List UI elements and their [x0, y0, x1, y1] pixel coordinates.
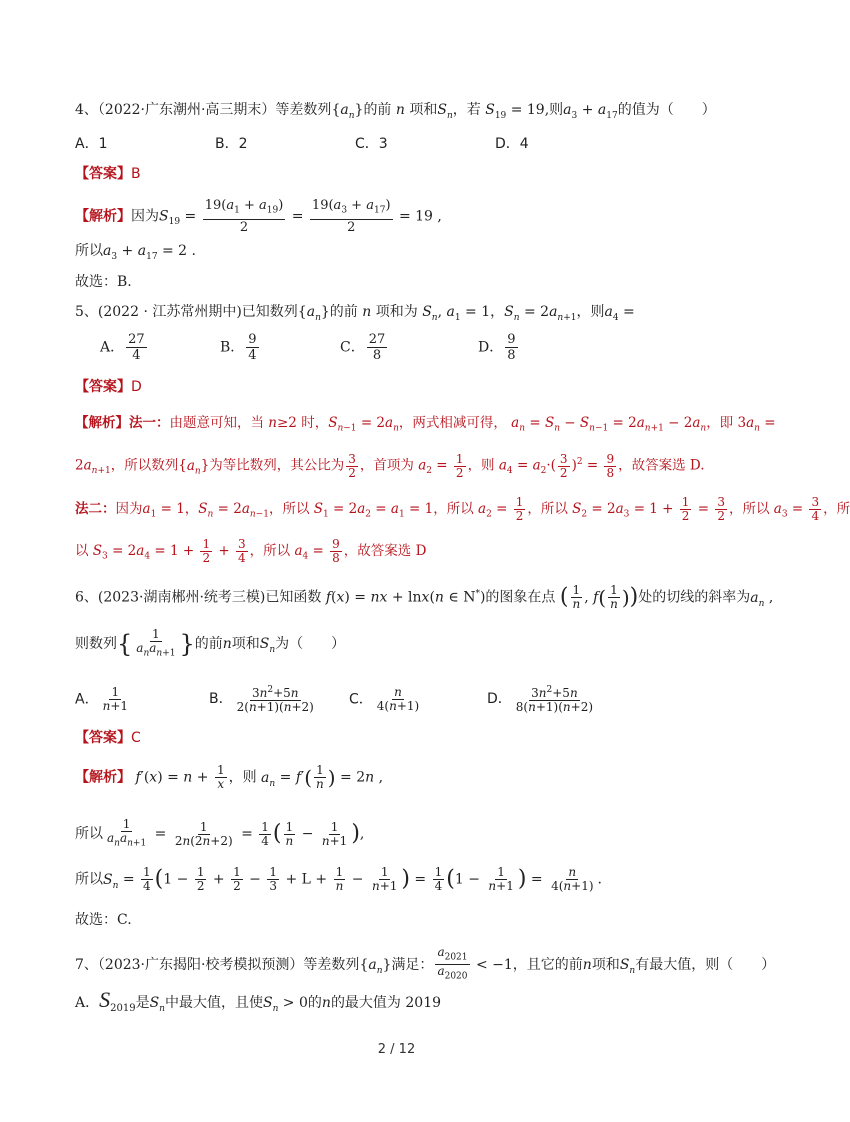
q4-stem: 4、（2022·广东潮州·高三期末）等差数列$\{a_n\}$的前 n 项和$S_n$，若 $S_{19} = 19$,则$a_3 + a_{17}$的值为（ ）: [75, 102, 716, 121]
q4-option-a[interactable]: A．1: [75, 136, 108, 152]
q5-stem: 5、(2022 · 江苏常州期中)已知数列$\{a_n\}$的前 n 项和为 $S_n$, $a_1 = 1$，$S_n = 2a_{n+1}$，则$a_4$ =: [75, 304, 635, 323]
q4-option-b[interactable]: B．2: [215, 136, 248, 152]
q4-answer: 【答案】B: [75, 166, 141, 182]
q4-analysis: 【解析】因为$S_{19}$ = $\frac{19(a_1 + a_{19})}{2}$ = $\frac{19(a_3 + a_{17})}{2}$ = 19 ,: [75, 198, 442, 235]
q6-options: [75, 684, 733, 718]
q5-method1-line1: 【解析】法一：由题意可知，当 n≥2 时，$S_{n-1} = 2a_n$，两式相减可得， $a_n = S_n - S_{n-1} = 2a_{n+1} - 2a_n$，即 $3a_n$ =: [75, 415, 776, 434]
q5-option-b[interactable]: B． $\frac{9}{4}$: [220, 332, 257, 363]
q5-options: [100, 332, 733, 366]
q6-analysis-line2: 所以 $\frac{1}{a_na_{n+1}}$ = $\frac{1}{2n(2n+2)}$ = $\frac{1}{4}$ ( $\frac{1}{n}$ − $\frac{1}{n+1}$ ),: [75, 817, 365, 849]
q6-option-b[interactable]: B． $\frac{3n^2+5n}{2(n+1)(n+2)}$: [209, 685, 314, 714]
q6-stem-line2: 则数列{ $\frac{1}{a_na_{n+1}}$ }的前n项和$S_n$为（ ）: [75, 627, 346, 659]
q5-method2-line1: 法二：因为$a_1 = 1$，$S_n = 2a_{n-1}$，所以 $S_1 = 2a_2 = a_1 = 1$，所以 $a_2$ = $\frac{1}{2}$ ，所以 $S_2 = 2a_3 = 1$ + $\frac{1}{2}$ = $\frac{3}{2}$ ，所以 $a_3$ = $\frac{3}{4}$ ，所: [75, 495, 850, 523]
q6-answer: 【答案】C: [75, 730, 141, 746]
q4-conclusion: 故选：B.: [75, 274, 132, 290]
q6-analysis-line3: 所以$S_n$ = $\frac{1}{4}$ (1 − $\frac{1}{2}$ + $\frac{1}{2}$ − $\frac{1}{3}$ + L + $\frac{1}{n}$ − $\frac{1}{n+1}$ ) = $\frac{1}{4}$ (1 − $\frac{1}{n+1}$ ) = $\frac{n}{4(n+1)}$ .: [75, 865, 602, 893]
q7-option-a[interactable]: A．$S_{2019}$是$S_n$中最大值，且使$S_n > 0$的n的最大值为 2019: [75, 987, 442, 1014]
q6-conclusion: 故选：C.: [75, 912, 132, 928]
page-number: 2 / 12: [377, 1042, 416, 1057]
q4-option-c[interactable]: C．3: [355, 136, 388, 152]
q6-stem: 6、(2023·湖南郴州·统考三模)已知函数 f(x) = nx + lnx(n ∈ N*)的图象在点 ( $\frac{1}{n}$ , f( $\frac{1}{n}$ ))处的切线的斜率为$a_n$ ,: [75, 583, 774, 612]
q5-method2-line2: 以 $S_3 = 2a_4 = 1$ + $\frac{1}{2}$ + $\frac{3}{4}$ ，所以 $a_4$ = $\frac{9}{8}$ ，故答案选 D: [75, 537, 427, 565]
q5-option-d[interactable]: D． $\frac{9}{8}$: [478, 332, 516, 363]
q4-option-d[interactable]: D．4: [495, 136, 529, 152]
q6-option-d[interactable]: D． $\frac{3n^2+5n}{8(n+1)(n+2)}$: [487, 685, 594, 714]
q5-option-a[interactable]: A． $\frac{27}{4}$: [100, 332, 145, 363]
q6-analysis: 【解析】 f′(x) = n + $\frac{1}{x}$ ，则 $a_n = f'$( $\frac{1}{n}$ ) = 2n ,: [75, 763, 384, 791]
q5-method1-line2: $2a_{n+1}$，所以数列$\{a_n\}$为等比数列，其公比为 $\frac{3}{2}$ ，首项为 $a_2$ = $\frac{1}{2}$ ，则 $a_4 = a_2\cdot$( $\frac{3}{2}$ )$^2$ = $\frac{9}{8}$ ，故答案选 D.: [75, 451, 705, 480]
q6-option-c[interactable]: C． $\frac{n}{4(n+1)}$: [349, 684, 420, 713]
q6-option-a[interactable]: A． $\frac{1}{n+1}$: [75, 684, 129, 713]
q7-stem: 7、（2023·广东揭阳·校考模拟预测）等差数列$\{a_n\}$满足： $\frac{a_{2021}}{a_{2020}}$ < −1，且它的前n项和$S_n$有最大值，则（ ）: [75, 945, 776, 982]
q5-answer: 【答案】D: [75, 379, 142, 395]
q4-options: [75, 134, 733, 154]
q5-option-c[interactable]: C． $\frac{27}{8}$: [340, 332, 386, 363]
q4-analysis-line2: 所以$a_3 + a_{17} = 2$ .: [75, 243, 196, 262]
